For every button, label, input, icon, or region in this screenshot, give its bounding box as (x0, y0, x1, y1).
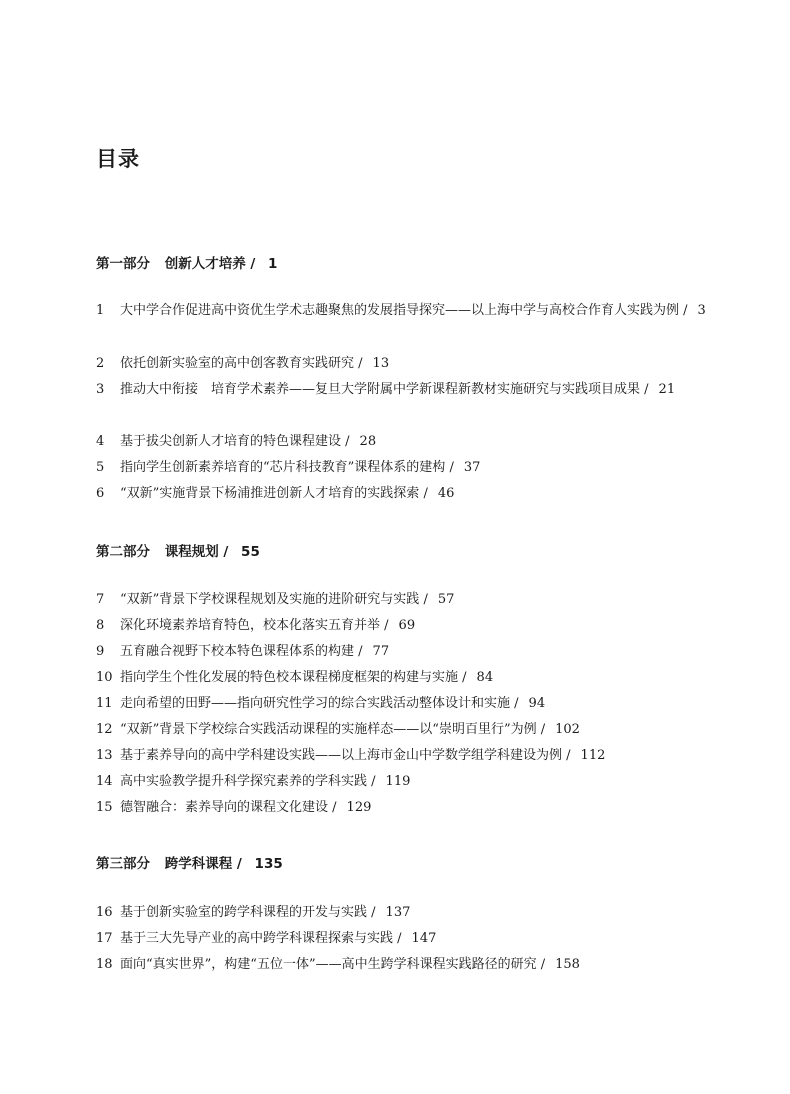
entry-slash: / (423, 486, 428, 501)
toc-entry-18 (96, 952, 706, 978)
toc-entry-8 (96, 613, 706, 639)
entry-number: 8 (96, 618, 105, 633)
part-label: 第二部分 (96, 544, 150, 560)
entry-title: 深化环境素养培育特色，校本化落实五育并举 (120, 618, 381, 633)
toc-entry-11 (96, 691, 706, 717)
entry-number: 5 (96, 460, 105, 475)
entry-slash: / (397, 931, 402, 946)
entry-slash: / (540, 722, 546, 737)
toc-entry-14 (96, 769, 706, 795)
toc-entry-5 (96, 455, 706, 481)
entry-title: “双新”实施背景下杨浦推进创新人才培育的实践探索 (120, 486, 420, 501)
entry-number: 18 (96, 957, 113, 972)
entry-slash: / (462, 670, 467, 685)
part-heading-1 (96, 252, 277, 272)
entry-number: 9 (96, 644, 105, 659)
entry-page-number: 77 (372, 644, 390, 659)
entry-slash: / (540, 957, 546, 972)
entry-title: 高中实验教学提升科学探究素养的学科实践 (120, 774, 368, 789)
entry-page-number: 158 (555, 957, 580, 972)
entry-page-number: 21 (658, 382, 676, 397)
entry-title: 五育融合视野下校本特色课程体系的构建 (120, 644, 355, 659)
entry-page-number: 69 (398, 618, 416, 633)
toc-entry-13 (96, 743, 706, 769)
entry-title: 面向“真实世界”，构建“五位一体”——高中生跨学科课程实践路径的研究 (120, 957, 537, 972)
entry-number: 16 (96, 905, 113, 920)
entry-slash: / (566, 748, 571, 763)
toc-entry-10 (96, 665, 706, 691)
entry-slash: / (514, 696, 519, 711)
part-label: 第一部分 (96, 256, 150, 272)
entry-page-number: 3 (697, 303, 706, 318)
entry-page-number: 46 (437, 486, 455, 501)
entry-slash: / (345, 434, 350, 449)
toc-entry-1 (96, 298, 706, 324)
entry-title: 德智融合：素养导向的课程文化建设 (120, 800, 329, 815)
entry-number: 7 (96, 592, 105, 607)
entry-slash: / (644, 382, 649, 397)
entry-title: 指向学生创新素养培育的“芯片科技教育”课程体系的建构 (120, 460, 446, 475)
toc-entry-7 (96, 587, 706, 613)
entry-number: 4 (96, 434, 105, 449)
entry-number: 12 (96, 722, 113, 737)
entry-number: 11 (96, 696, 113, 711)
entry-title: 大中学合作促进高中资优生学术志趣聚焦的发展指导探究——以上海中学与高校合作育人实践为例 (120, 303, 680, 318)
entry-page-number: 13 (372, 356, 390, 371)
toc-entry-12 (96, 717, 706, 743)
part-label: 第三部分 (96, 856, 150, 872)
entry-slash: / (683, 303, 688, 318)
entry-page-number: 119 (385, 774, 411, 789)
part-slash: / (223, 544, 229, 560)
part-slash: / (250, 256, 256, 272)
entry-title: 基于素养导向的高中学科建设实践——以上海市金山中学数学组学科建设为例 (120, 748, 563, 763)
entry-number: 3 (96, 382, 105, 397)
part-slash: / (236, 856, 242, 872)
entry-title: 基于创新实验室的跨学科课程的开发与实践 (120, 905, 368, 920)
entry-number: 1 (96, 303, 105, 318)
entry-slash: / (423, 592, 428, 607)
toc-entry-4 (96, 429, 706, 455)
toc-entry-2 (96, 351, 706, 377)
entry-slash: / (384, 618, 389, 633)
toc-entry-3 (96, 377, 706, 403)
entry-page-number: 129 (346, 800, 372, 815)
entry-slash: / (449, 460, 454, 475)
entry-title: 走向希望的田野——指向研究性学习的综合实践活动整体设计和实施 (120, 696, 511, 711)
entry-title: 基于三大先导产业的高中跨学科课程探索与实践 (120, 931, 394, 946)
toc-entry-9 (96, 639, 706, 665)
entry-title: 推动大中衔接 培育学术素养——复旦大学附属中学新课程新教材实施研究与实践项目成果 (120, 382, 641, 397)
entry-page-number: 28 (359, 434, 377, 449)
entry-page-number: 112 (580, 748, 606, 763)
entry-number: 6 (96, 486, 105, 501)
entry-title: 基于拔尖创新人才培育的特色课程建设 (120, 434, 342, 449)
entry-number: 15 (96, 800, 113, 815)
entry-slash: / (358, 356, 363, 371)
entry-page-number: 37 (463, 460, 481, 475)
toc-entry-16 (96, 900, 706, 926)
entry-slash: / (371, 774, 376, 789)
part-name: 跨学科课程 (164, 856, 233, 872)
entry-number: 13 (96, 748, 113, 763)
part-name: 创新人才培养 (164, 256, 246, 272)
entry-page-number: 147 (411, 931, 437, 946)
entry-title: 指向学生个性化发展的特色校本课程梯度框架的构建与实施 (120, 670, 459, 685)
entry-slash: / (358, 644, 363, 659)
entry-title: “双新”背景下学校综合实践活动课程的实施样态——以“崇明百里行”为例 (120, 722, 537, 737)
entry-page-number: 84 (476, 670, 494, 685)
toc-entry-17 (96, 926, 706, 952)
toc-entry-15 (96, 795, 706, 821)
entry-number: 10 (96, 670, 113, 685)
entry-number: 14 (96, 774, 113, 789)
page-title: 目录 (96, 147, 140, 171)
entry-title: 依托创新实验室的高中创客教育实践研究 (120, 356, 355, 371)
toc-entry-6 (96, 481, 706, 507)
entry-slash: / (371, 905, 376, 920)
entry-number: 17 (96, 931, 113, 946)
part-page-number: 1 (268, 256, 278, 272)
entry-title: “双新”背景下学校课程规划及实施的进阶研究与实践 (120, 592, 420, 607)
entry-number: 2 (96, 356, 105, 371)
entry-page-number: 94 (528, 696, 546, 711)
entry-slash: / (332, 800, 337, 815)
part-heading-3 (96, 852, 283, 872)
part-heading-2 (96, 540, 260, 560)
entry-page-number: 57 (437, 592, 455, 607)
entry-page-number: 137 (385, 905, 411, 920)
entry-page-number: 102 (555, 722, 580, 737)
part-page-number: 135 (254, 856, 283, 872)
part-name: 课程规划 (164, 544, 219, 560)
part-page-number: 55 (241, 544, 260, 560)
